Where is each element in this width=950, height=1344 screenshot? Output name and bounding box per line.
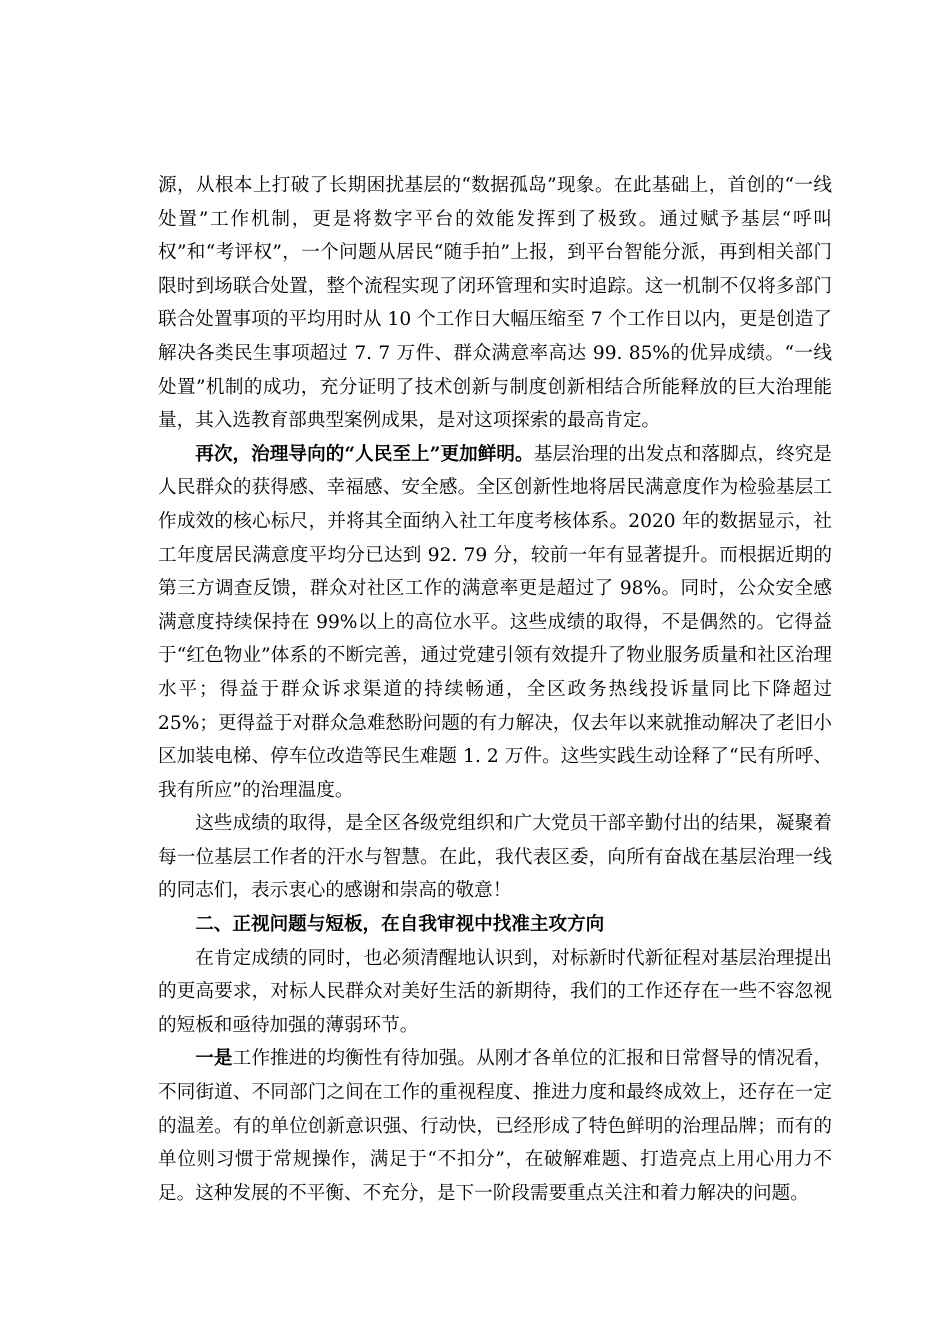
paragraph-problem-one bbox=[158, 1042, 832, 1210]
paragraph-text: 工作推进的均衡性有待加强。从刚才各单位的汇报和日常督导的情况看，不同街道、不同部门之间在工作的重视程度、推进力度和最终成效上，还存在一定的温差。有的单位创新意识强、行动快，已经形成了特色鲜明的治理品牌；而有的单位则习惯于常规操作，满足于“不扣分”，在破解难题、打造亮点上用心用力不足。这种发展的不平衡、不充分，是下一阶段需要重点关注和着力解决的问题。 bbox=[158, 1048, 832, 1204]
paragraph-text: 这些成绩的取得，是全区各级党组织和广大党员干部辛勤付出的结果，凝聚着每一位基层工作者的汗水与智慧。在此，我代表区委，向所有奋战在基层治理一线的同志们，表示衷心的感谢和崇高的敬意！ bbox=[158, 813, 832, 902]
paragraph-thanks bbox=[158, 807, 832, 908]
paragraph-problems-intro bbox=[158, 942, 832, 1043]
paragraph-people-first bbox=[158, 438, 832, 808]
section-heading: 二、正视问题与短板，在自我审视中找准主攻方向 bbox=[195, 914, 605, 936]
paragraph-text: 源，从根本上打破了长期困扰基层的“数据孤岛”现象。在此基础上，首创的“一线处置”工作机制，更是将数字平台的效能发挥到了极致。通过赋予基层“呼叫权”和“考评权”，一个问题从居民“随手拍”上报，到平台智能分派，再到相关部门限时到场联合处置，整个流程实现了闭环管理和实时追踪。这一机制不仅将多部门联合处置事项的平均用时从 10 个工作日大幅压缩至 7 个工作日以内，更是创造了解决各类民生事项超过 7. 7 万件、群众满意率高达 99. 85%的优异成绩。“一线处置”机制的成功，充分证明了技术创新与制度创新相结合所能释放的巨大治理能量，其入选教育部典型案例成果，是对这项探索的最高肯定。 bbox=[158, 175, 832, 432]
paragraph-continuation bbox=[158, 169, 832, 438]
paragraph-text: 基层治理的出发点和落脚点，终究是人民群众的获得感、幸福感、安全感。全区创新性地将居民满意度作为检验基层工作成效的核心标尺，并将其全面纳入社工年度考核体系。2020 年的数据显示，社工年度居民满意度平均分已达到 92. 79 分，较前一年有显著提升。而根据近期的第三方调查反馈，群众对社区工作的满意率更是超过了 98%。同时，公众安全感满意度持续保持在 99%以上的高位水平。这些成绩的取得，不是偶然的。它得益于“红色物业”体系的不断完善，通过党建引领有效提升了物业服务质量和社区治理水平；得益于群众诉求渠道的持续畅通，全区政务热线投诉量同比下降超过 25%；更得益于对群众急难愁盼问题的有力解决，仅去年以来就推动解决了老旧小区加装电梯、停车位改造等民生难题 1. 2 万件。这些实践生动诠释了“民有所呼、我有所应”的治理温度。 bbox=[158, 443, 832, 801]
paragraph-lead: 一是 bbox=[195, 1048, 233, 1070]
paragraph-lead: 再次，治理导向的“人民至上”更加鲜明。 bbox=[195, 443, 534, 465]
paragraph-text: 在肯定成绩的同时，也必须清醒地认识到，对标新时代新征程对基层治理提出的更高要求，对标人民群众对美好生活的新期待，我们的工作还存在一些不容忽视的短板和亟待加强的薄弱环节。 bbox=[158, 947, 832, 1036]
document-page bbox=[158, 169, 832, 1210]
